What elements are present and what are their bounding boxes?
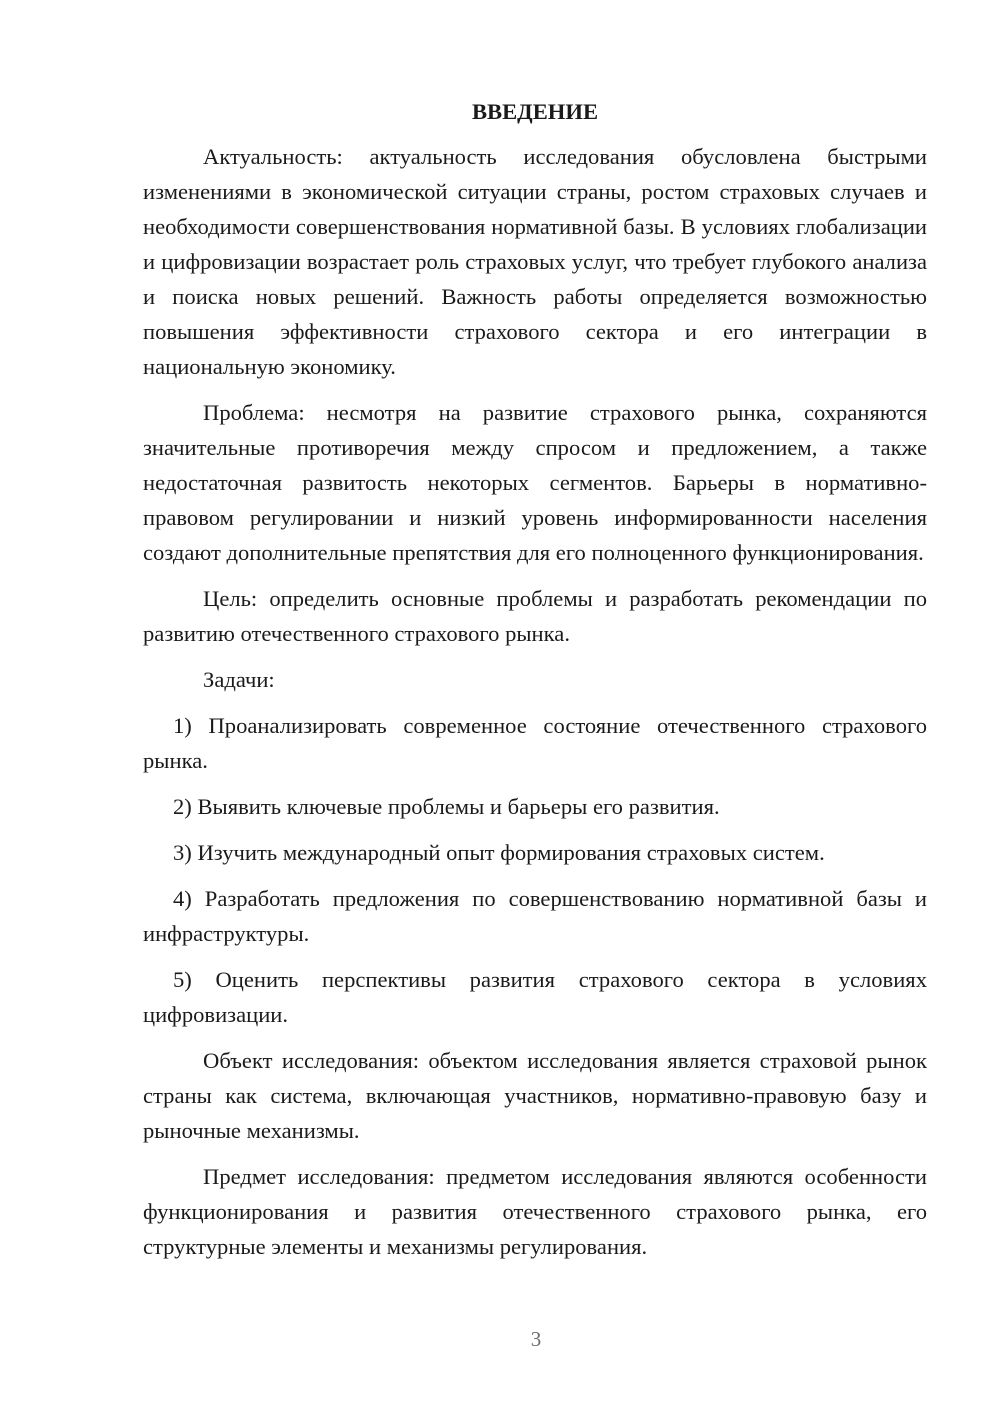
paragraph-goal: Цель: определить основные проблемы и разработать рекомендации по развитию отечественного страхового рынка. (143, 586, 927, 646)
task-item-1: 1) Проанализировать современное состояние отечественного страхового рынка. (143, 713, 927, 773)
page-content (143, 94, 927, 1264)
paragraph-problem: Проблема: несмотря на развитие страхового рынка, сохраняются значительные противоречия между спросом и предложением, а также недостаточная развитость некоторых сегментов. Барьеры в нормативно-правовом регулировании и низкий уровень информированности населения создают дополнительные препятствия для его полноценного функционирования. (143, 400, 927, 565)
paragraph-subject: Предмет исследования: предметом исследования являются особенности функционирования и развития отечественного страхового рынка, его структурные элементы и механизмы регулирования. (143, 1164, 927, 1259)
task-item-5: 5) Оценить перспективы развития страхового сектора в условиях цифровизации. (143, 967, 927, 1027)
section-title: ВВЕДЕНИЕ (471, 99, 599, 124)
paragraph-object: Объект исследования: объектом исследования является страховой рынок страны как система, включающая участников, нормативно-правовую базу и рыночные механизмы. (143, 1048, 927, 1143)
task-item-2: 2) Выявить ключевые проблемы и барьеры его развития. (173, 794, 720, 819)
task-item-4: 4) Разработать предложения по совершенствованию нормативной базы и инфраструктуры. (143, 886, 927, 946)
task-item-3: 3) Изучить международный опыт формирования страховых систем. (173, 840, 825, 865)
tasks-heading: Задачи: (203, 667, 275, 692)
paragraph-relevance: Актуальность: актуальность исследования обусловлена быстрыми изменениями в экономической ситуации страны, ростом страховых случаев и необходимости совершенствования нормативной базы. В условиях глобализации и цифровизации возрастает роль страховых услуг, что требует глубокого анализа и поиска новых решений. Важность работы определяется возможностью повышения эффективности страхового сектора и его интеграции в национальную экономику. (143, 144, 927, 379)
page-number: 3 (530, 1327, 542, 1351)
